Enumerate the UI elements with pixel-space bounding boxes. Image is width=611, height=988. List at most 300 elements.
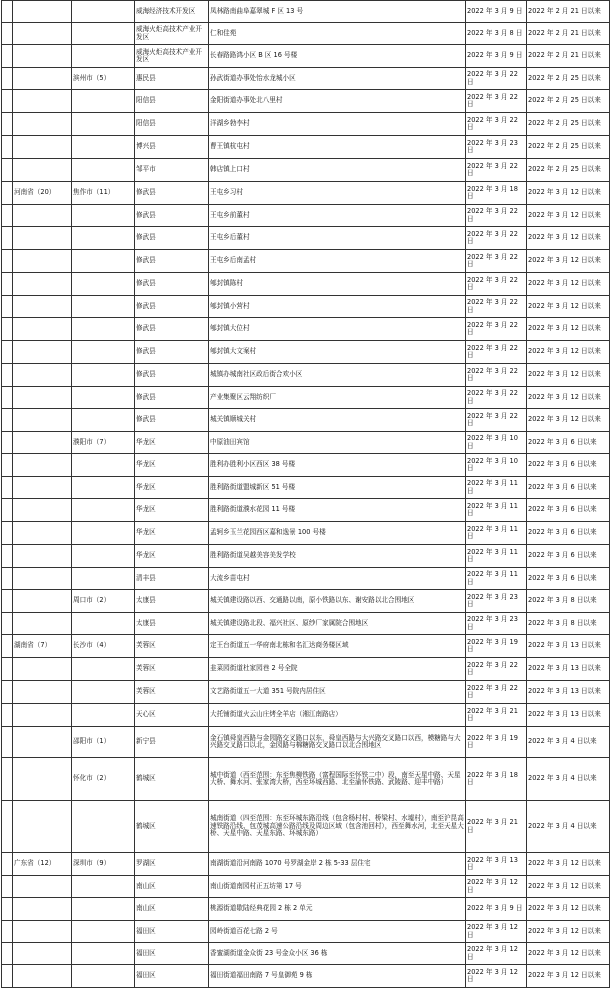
address-cell: 城中街道（西至范围：东至焦柳铁路（富程国际至怀铁二中）段，南至天星中路、天星大桥、舞水河、张家湾大桥，西至环城西路、北至渝怀铁路、武陵路、迎丰中路） xyxy=(209,758,466,801)
province-cell xyxy=(13,590,72,613)
date-cell: 2022 年 3 月 11 日 xyxy=(466,568,527,590)
row-margin-cell xyxy=(2,801,13,853)
province-cell xyxy=(13,432,72,454)
city-cell xyxy=(72,409,135,432)
province-cell xyxy=(13,296,72,318)
date-cell: 2022 年 3 月 22 日 xyxy=(466,68,527,90)
province-cell xyxy=(13,454,72,477)
date-cell: 2022 年 3 月 12 日 xyxy=(466,965,527,988)
city-cell xyxy=(72,318,135,341)
province-cell: 湖南省（7） xyxy=(13,635,72,658)
table-row xyxy=(2,635,610,658)
table-row xyxy=(2,273,610,296)
county-cell: 华龙区 xyxy=(135,432,209,454)
table-row xyxy=(2,545,610,568)
start-date-cell: 2022 年 3 月 12 日以来 xyxy=(527,965,610,988)
province-cell xyxy=(13,45,72,68)
start-date-cell: 2022 年 3 月 4 日以来 xyxy=(527,758,610,801)
date-cell: 2022 年 3 月 21 日 xyxy=(466,801,527,853)
county-cell: 威海火炬高技术产业开发区 xyxy=(135,45,209,68)
start-date-cell: 2022 年 2 月 25 日以来 xyxy=(527,68,610,90)
county-cell: 华龙区 xyxy=(135,545,209,568)
table-row xyxy=(2,23,610,45)
address-cell: 韩店镇上口村 xyxy=(209,159,466,182)
start-date-cell: 2022 年 3 月 12 日以来 xyxy=(527,341,610,364)
start-date-cell: 2022 年 3 月 6 日以来 xyxy=(527,432,610,454)
province-cell xyxy=(13,965,72,988)
start-date-cell: 2022 年 3 月 13 日以来 xyxy=(527,704,610,727)
row-margin-cell xyxy=(2,876,13,898)
table-row xyxy=(2,658,610,681)
city-cell xyxy=(72,965,135,988)
table-row xyxy=(2,1,610,23)
start-date-cell: 2022 年 3 月 12 日以来 xyxy=(527,921,610,943)
table-row xyxy=(2,499,610,522)
province-cell xyxy=(13,68,72,90)
row-margin-cell xyxy=(2,227,13,250)
county-cell: 修武县 xyxy=(135,409,209,432)
table-row xyxy=(2,590,610,613)
county-cell: 修武县 xyxy=(135,273,209,296)
address-cell: 洋湖乡勃李村 xyxy=(209,113,466,136)
start-date-cell: 2022 年 2 月 25 日以来 xyxy=(527,90,610,113)
row-margin-cell xyxy=(2,522,13,545)
province-cell xyxy=(13,568,72,590)
date-cell: 2022 年 3 月 10 日 xyxy=(466,454,527,477)
row-margin-cell xyxy=(2,454,13,477)
date-cell: 2022 年 3 月 12 日 xyxy=(466,876,527,898)
row-margin-cell xyxy=(2,136,13,159)
city-cell xyxy=(72,364,135,387)
county-cell: 威海火炬高技术产业开发区 xyxy=(135,23,209,45)
county-cell: 修武县 xyxy=(135,341,209,364)
start-date-cell: 2022 年 3 月 12 日以来 xyxy=(527,205,610,227)
table-row xyxy=(2,432,610,454)
address-cell: 韭菜园街道杜家园巷 2 号全院 xyxy=(209,658,466,681)
county-cell: 修武县 xyxy=(135,182,209,205)
province-cell xyxy=(13,704,72,727)
city-cell xyxy=(72,921,135,943)
city-cell: 濮阳市（7） xyxy=(72,432,135,454)
start-date-cell: 2022 年 3 月 12 日以来 xyxy=(527,227,610,250)
start-date-cell: 2022 年 3 月 13 日以来 xyxy=(527,635,610,658)
city-cell xyxy=(72,522,135,545)
row-margin-cell xyxy=(2,409,13,432)
county-cell: 华龙区 xyxy=(135,454,209,477)
city-cell xyxy=(72,23,135,45)
date-cell: 2022 年 3 月 11 日 xyxy=(466,545,527,568)
row-margin-cell xyxy=(2,1,13,23)
table-row xyxy=(2,387,610,409)
table-row xyxy=(2,136,610,159)
address-cell: 郇封镇陈村 xyxy=(209,273,466,296)
county-cell: 福田区 xyxy=(135,921,209,943)
start-date-cell: 2022 年 2 月 25 日以来 xyxy=(527,136,610,159)
start-date-cell: 2022 年 3 月 12 日以来 xyxy=(527,943,610,965)
start-date-cell: 2022 年 3 月 6 日以来 xyxy=(527,499,610,522)
address-cell: 金石镇舜皇西路与金园路交叉路口以东，舜皇西路与大兴路交叉路口以西，模糖路与大兴路交叉路口以北，金园路与棉糖路交叉路口以北合围地区 xyxy=(209,727,466,758)
date-cell: 2022 年 3 月 19 日 xyxy=(466,727,527,758)
city-cell xyxy=(72,136,135,159)
table-row xyxy=(2,159,610,182)
county-cell: 修武县 xyxy=(135,318,209,341)
table-row xyxy=(2,704,610,727)
address-cell: 胜利路街道吴越美容美发学校 xyxy=(209,545,466,568)
table-row xyxy=(2,681,610,704)
province-cell xyxy=(13,898,72,921)
county-cell: 阳信县 xyxy=(135,113,209,136)
date-cell: 2022 年 3 月 22 日 xyxy=(466,227,527,250)
start-date-cell: 2022 年 3 月 12 日以来 xyxy=(527,250,610,273)
row-margin-cell xyxy=(2,758,13,801)
province-cell xyxy=(13,522,72,545)
start-date-cell: 2022 年 3 月 12 日以来 xyxy=(527,273,610,296)
date-cell: 2022 年 3 月 22 日 xyxy=(466,658,527,681)
county-cell: 芙蓉区 xyxy=(135,635,209,658)
county-cell: 太康县 xyxy=(135,590,209,613)
address-cell: 产业集聚区云翔纺织厂 xyxy=(209,387,466,409)
province-cell xyxy=(13,136,72,159)
county-cell: 芙蓉区 xyxy=(135,658,209,681)
start-date-cell: 2022 年 3 月 6 日以来 xyxy=(527,454,610,477)
county-cell: 罗湖区 xyxy=(135,853,209,876)
city-cell xyxy=(72,90,135,113)
city-cell: 深圳市（9） xyxy=(72,853,135,876)
address-cell: 曹王镇杭屯村 xyxy=(209,136,466,159)
table-row xyxy=(2,68,610,90)
start-date-cell: 2022 年 2 月 21 日以来 xyxy=(527,1,610,23)
province-cell xyxy=(13,205,72,227)
address-cell: 郇封镇大位村 xyxy=(209,318,466,341)
row-margin-cell xyxy=(2,590,13,613)
city-cell xyxy=(72,477,135,499)
date-cell: 2022 年 3 月 9 日 xyxy=(466,1,527,23)
province-cell xyxy=(13,113,72,136)
row-margin-cell xyxy=(2,250,13,273)
row-margin-cell xyxy=(2,965,13,988)
row-margin-cell xyxy=(2,681,13,704)
row-margin-cell xyxy=(2,704,13,727)
province-cell xyxy=(13,1,72,23)
address-cell: 胜利路街道濮水花园 11 号楼 xyxy=(209,499,466,522)
row-margin-cell xyxy=(2,68,13,90)
address-cell: 郇封镇小营村 xyxy=(209,296,466,318)
table-row xyxy=(2,90,610,113)
county-cell: 修武县 xyxy=(135,387,209,409)
row-margin-cell xyxy=(2,635,13,658)
table-row xyxy=(2,522,610,545)
start-date-cell: 2022 年 3 月 4 日以来 xyxy=(527,727,610,758)
table-row xyxy=(2,182,610,205)
table-row xyxy=(2,296,610,318)
city-cell xyxy=(72,341,135,364)
start-date-cell: 2022 年 3 月 12 日以来 xyxy=(527,296,610,318)
date-cell: 2022 年 3 月 11 日 xyxy=(466,499,527,522)
province-cell xyxy=(13,477,72,499)
row-margin-cell xyxy=(2,387,13,409)
city-cell xyxy=(72,113,135,136)
address-cell: 大流乡苗屯村 xyxy=(209,568,466,590)
county-cell: 福田区 xyxy=(135,943,209,965)
address-cell: 孟轲乡玉兰花园西区嘉和逸景 100 号楼 xyxy=(209,522,466,545)
city-cell xyxy=(72,205,135,227)
city-cell xyxy=(72,545,135,568)
date-cell: 2022 年 3 月 22 日 xyxy=(466,318,527,341)
province-cell xyxy=(13,364,72,387)
date-cell: 2022 年 3 月 22 日 xyxy=(466,387,527,409)
address-cell: 王屯乡后南孟村 xyxy=(209,250,466,273)
city-cell xyxy=(72,568,135,590)
address-cell: 文艺路街道五一大道 351 号院内居住区 xyxy=(209,681,466,704)
city-cell: 周口市（2） xyxy=(72,590,135,613)
province-cell xyxy=(13,90,72,113)
city-cell: 焦作市（11） xyxy=(72,182,135,205)
start-date-cell: 2022 年 3 月 6 日以来 xyxy=(527,545,610,568)
address-cell: 胜利办胜利小区西区 38 号楼 xyxy=(209,454,466,477)
table-row xyxy=(2,568,610,590)
city-cell xyxy=(72,227,135,250)
row-margin-cell xyxy=(2,613,13,635)
county-cell: 惠民县 xyxy=(135,68,209,90)
start-date-cell: 2022 年 2 月 25 日以来 xyxy=(527,113,610,136)
row-margin-cell xyxy=(2,658,13,681)
province-cell xyxy=(13,387,72,409)
start-date-cell: 2022 年 3 月 4 日以来 xyxy=(527,801,610,853)
date-cell: 2022 年 3 月 8 日 xyxy=(466,23,527,45)
province-cell xyxy=(13,658,72,681)
row-margin-cell xyxy=(2,205,13,227)
county-cell: 修武县 xyxy=(135,296,209,318)
county-cell: 华龙区 xyxy=(135,477,209,499)
table-row xyxy=(2,409,610,432)
city-cell xyxy=(72,876,135,898)
province-cell: 广东省（12） xyxy=(13,853,72,876)
address-cell: 胜利路街道盟城新区 51 号楼 xyxy=(209,477,466,499)
start-date-cell: 2022 年 3 月 6 日以来 xyxy=(527,522,610,545)
province-cell xyxy=(13,409,72,432)
county-cell: 阳信县 xyxy=(135,90,209,113)
address-cell: 中原油田宾馆 xyxy=(209,432,466,454)
province-cell xyxy=(13,227,72,250)
row-margin-cell xyxy=(2,921,13,943)
risk-area-table xyxy=(1,0,610,988)
city-cell xyxy=(72,250,135,273)
address-cell: 城关镇建设路以西、交通路以南，原小铁路以东、谢安路以北合围地区 xyxy=(209,590,466,613)
city-cell xyxy=(72,943,135,965)
date-cell: 2022 年 3 月 22 日 xyxy=(466,296,527,318)
address-cell: 大托铺街道火云山庄烤全羊店（湘江南路店） xyxy=(209,704,466,727)
date-cell: 2022 年 3 月 12 日 xyxy=(466,921,527,943)
date-cell: 2022 年 3 月 22 日 xyxy=(466,364,527,387)
row-margin-cell xyxy=(2,45,13,68)
city-cell xyxy=(72,658,135,681)
date-cell: 2022 年 3 月 9 日 xyxy=(466,45,527,68)
address-cell: 郇封镇大文案村 xyxy=(209,341,466,364)
province-cell xyxy=(13,545,72,568)
county-cell: 威海经济技术开发区 xyxy=(135,1,209,23)
start-date-cell: 2022 年 2 月 21 日以来 xyxy=(527,45,610,68)
county-cell: 修武县 xyxy=(135,205,209,227)
county-cell: 华龙区 xyxy=(135,522,209,545)
start-date-cell: 2022 年 3 月 12 日以来 xyxy=(527,318,610,341)
row-margin-cell xyxy=(2,113,13,136)
city-cell xyxy=(72,45,135,68)
province-cell xyxy=(13,681,72,704)
city-cell xyxy=(72,613,135,635)
county-cell: 鹤城区 xyxy=(135,758,209,801)
table-body xyxy=(2,1,610,988)
table-row xyxy=(2,250,610,273)
table-row xyxy=(2,205,610,227)
province-cell: 河南省（20） xyxy=(13,182,72,205)
date-cell: 2022 年 3 月 22 日 xyxy=(466,681,527,704)
address-cell: 长春路路鸿小区 B 区 16 号楼 xyxy=(209,45,466,68)
date-cell: 2022 年 3 月 22 日 xyxy=(466,250,527,273)
date-cell: 2022 年 3 月 11 日 xyxy=(466,522,527,545)
address-cell: 福田街道福田南路 7 号皇御苑 9 栋 xyxy=(209,965,466,988)
row-margin-cell xyxy=(2,853,13,876)
province-cell xyxy=(13,273,72,296)
start-date-cell: 2022 年 3 月 12 日以来 xyxy=(527,364,610,387)
province-cell xyxy=(13,876,72,898)
date-cell: 2022 年 3 月 21 日 xyxy=(466,704,527,727)
row-margin-cell xyxy=(2,182,13,205)
date-cell: 2022 年 3 月 19 日 xyxy=(466,635,527,658)
county-cell: 太康县 xyxy=(135,613,209,635)
table-row xyxy=(2,45,610,68)
city-cell xyxy=(72,273,135,296)
county-cell: 修武县 xyxy=(135,364,209,387)
address-cell: 王屯乡前董村 xyxy=(209,205,466,227)
table-row xyxy=(2,477,610,499)
address-cell: 城镇办城南社区政后街合欢小区 xyxy=(209,364,466,387)
table-row xyxy=(2,227,610,250)
date-cell: 2022 年 3 月 22 日 xyxy=(466,273,527,296)
date-cell: 2022 年 3 月 12 日 xyxy=(466,943,527,965)
row-margin-cell xyxy=(2,545,13,568)
start-date-cell: 2022 年 3 月 8 日以来 xyxy=(527,590,610,613)
row-margin-cell xyxy=(2,273,13,296)
address-cell: 王屯乡后董村 xyxy=(209,227,466,250)
date-cell: 2022 年 3 月 23 日 xyxy=(466,613,527,635)
address-cell: 南湖街道沿河南路 1070 号罗湖金岸 2 栋 5-33 层住宅 xyxy=(209,853,466,876)
start-date-cell: 2022 年 3 月 12 日以来 xyxy=(527,898,610,921)
address-cell: 园岭街道百花七路 2 号 xyxy=(209,921,466,943)
county-cell: 南山区 xyxy=(135,898,209,921)
row-margin-cell xyxy=(2,23,13,45)
city-cell xyxy=(72,387,135,409)
address-cell: 金阳街道办事处北八里村 xyxy=(209,90,466,113)
date-cell: 2022 年 3 月 10 日 xyxy=(466,432,527,454)
county-cell: 博兴县 xyxy=(135,136,209,159)
table-row xyxy=(2,801,610,853)
table-row xyxy=(2,613,610,635)
province-cell xyxy=(13,23,72,45)
address-cell: 定王台街道五一华府南北栋和名汇达商务楼区域 xyxy=(209,635,466,658)
province-cell xyxy=(13,613,72,635)
start-date-cell: 2022 年 3 月 8 日以来 xyxy=(527,613,610,635)
date-cell: 2022 年 3 月 22 日 xyxy=(466,113,527,136)
county-cell: 新宁县 xyxy=(135,727,209,758)
province-cell xyxy=(13,159,72,182)
province-cell xyxy=(13,499,72,522)
date-cell: 2022 年 3 月 13 日 xyxy=(466,853,527,876)
date-cell: 2022 年 3 月 22 日 xyxy=(466,341,527,364)
start-date-cell: 2022 年 3 月 12 日以来 xyxy=(527,182,610,205)
address-cell: 南山街道南园村正五坊第 17 号 xyxy=(209,876,466,898)
start-date-cell: 2022 年 3 月 12 日以来 xyxy=(527,409,610,432)
city-cell: 怀化市（2） xyxy=(72,758,135,801)
address-cell: 城南街道（四至范围：东至环城东路沿线（包含杨村村、桥梁村、水墟村），南至沪昆高速铁路沿线、包茂城高速公路沿线及周边区域（包含池回村），西至舞水河，北至天星大桥、天星中路、天星东路、环城东路） xyxy=(209,801,466,853)
start-date-cell: 2022 年 2 月 21 日以来 xyxy=(527,23,610,45)
table-row xyxy=(2,876,610,898)
county-cell: 天心区 xyxy=(135,704,209,727)
row-margin-cell xyxy=(2,727,13,758)
row-margin-cell xyxy=(2,341,13,364)
county-cell: 福田区 xyxy=(135,965,209,988)
table-row xyxy=(2,758,610,801)
date-cell: 2022 年 3 月 18 日 xyxy=(466,182,527,205)
date-cell: 2022 年 3 月 23 日 xyxy=(466,136,527,159)
row-margin-cell xyxy=(2,296,13,318)
city-cell xyxy=(72,159,135,182)
province-cell xyxy=(13,341,72,364)
table-row xyxy=(2,341,610,364)
city-cell: 长沙市（4） xyxy=(72,635,135,658)
table-row xyxy=(2,454,610,477)
row-margin-cell xyxy=(2,318,13,341)
table-row xyxy=(2,113,610,136)
county-cell: 修武县 xyxy=(135,227,209,250)
address-cell: 凤林路南曲阜嘉翠城 F 区 13 号 xyxy=(209,1,466,23)
row-margin-cell xyxy=(2,477,13,499)
county-cell: 清丰县 xyxy=(135,568,209,590)
start-date-cell: 2022 年 3 月 6 日以来 xyxy=(527,477,610,499)
row-margin-cell xyxy=(2,90,13,113)
county-cell: 邹平市 xyxy=(135,159,209,182)
address-cell: 仁和佳苑 xyxy=(209,23,466,45)
address-cell: 王屯乡习村 xyxy=(209,182,466,205)
table-row xyxy=(2,898,610,921)
row-margin-cell xyxy=(2,364,13,387)
start-date-cell: 2022 年 3 月 12 日以来 xyxy=(527,387,610,409)
province-cell xyxy=(13,250,72,273)
date-cell: 2022 年 3 月 22 日 xyxy=(466,409,527,432)
date-cell: 2022 年 3 月 22 日 xyxy=(466,159,527,182)
address-cell: 城关镇顺城关村 xyxy=(209,409,466,432)
row-margin-cell xyxy=(2,499,13,522)
table-row xyxy=(2,921,610,943)
city-cell xyxy=(72,499,135,522)
table-row xyxy=(2,853,610,876)
start-date-cell: 2022 年 3 月 13 日以来 xyxy=(527,658,610,681)
table-row xyxy=(2,943,610,965)
row-margin-cell xyxy=(2,943,13,965)
province-cell xyxy=(13,801,72,853)
province-cell xyxy=(13,727,72,758)
start-date-cell: 2022 年 3 月 13 日以来 xyxy=(527,681,610,704)
table-row xyxy=(2,364,610,387)
city-cell: 邵阳市（1） xyxy=(72,727,135,758)
start-date-cell: 2022 年 3 月 12 日以来 xyxy=(527,853,610,876)
city-cell xyxy=(72,898,135,921)
county-cell: 芙蓉区 xyxy=(135,681,209,704)
start-date-cell: 2022 年 3 月 6 日以来 xyxy=(527,568,610,590)
date-cell: 2022 年 3 月 9 日 xyxy=(466,898,527,921)
row-margin-cell xyxy=(2,432,13,454)
city-cell xyxy=(72,296,135,318)
city-cell xyxy=(72,681,135,704)
